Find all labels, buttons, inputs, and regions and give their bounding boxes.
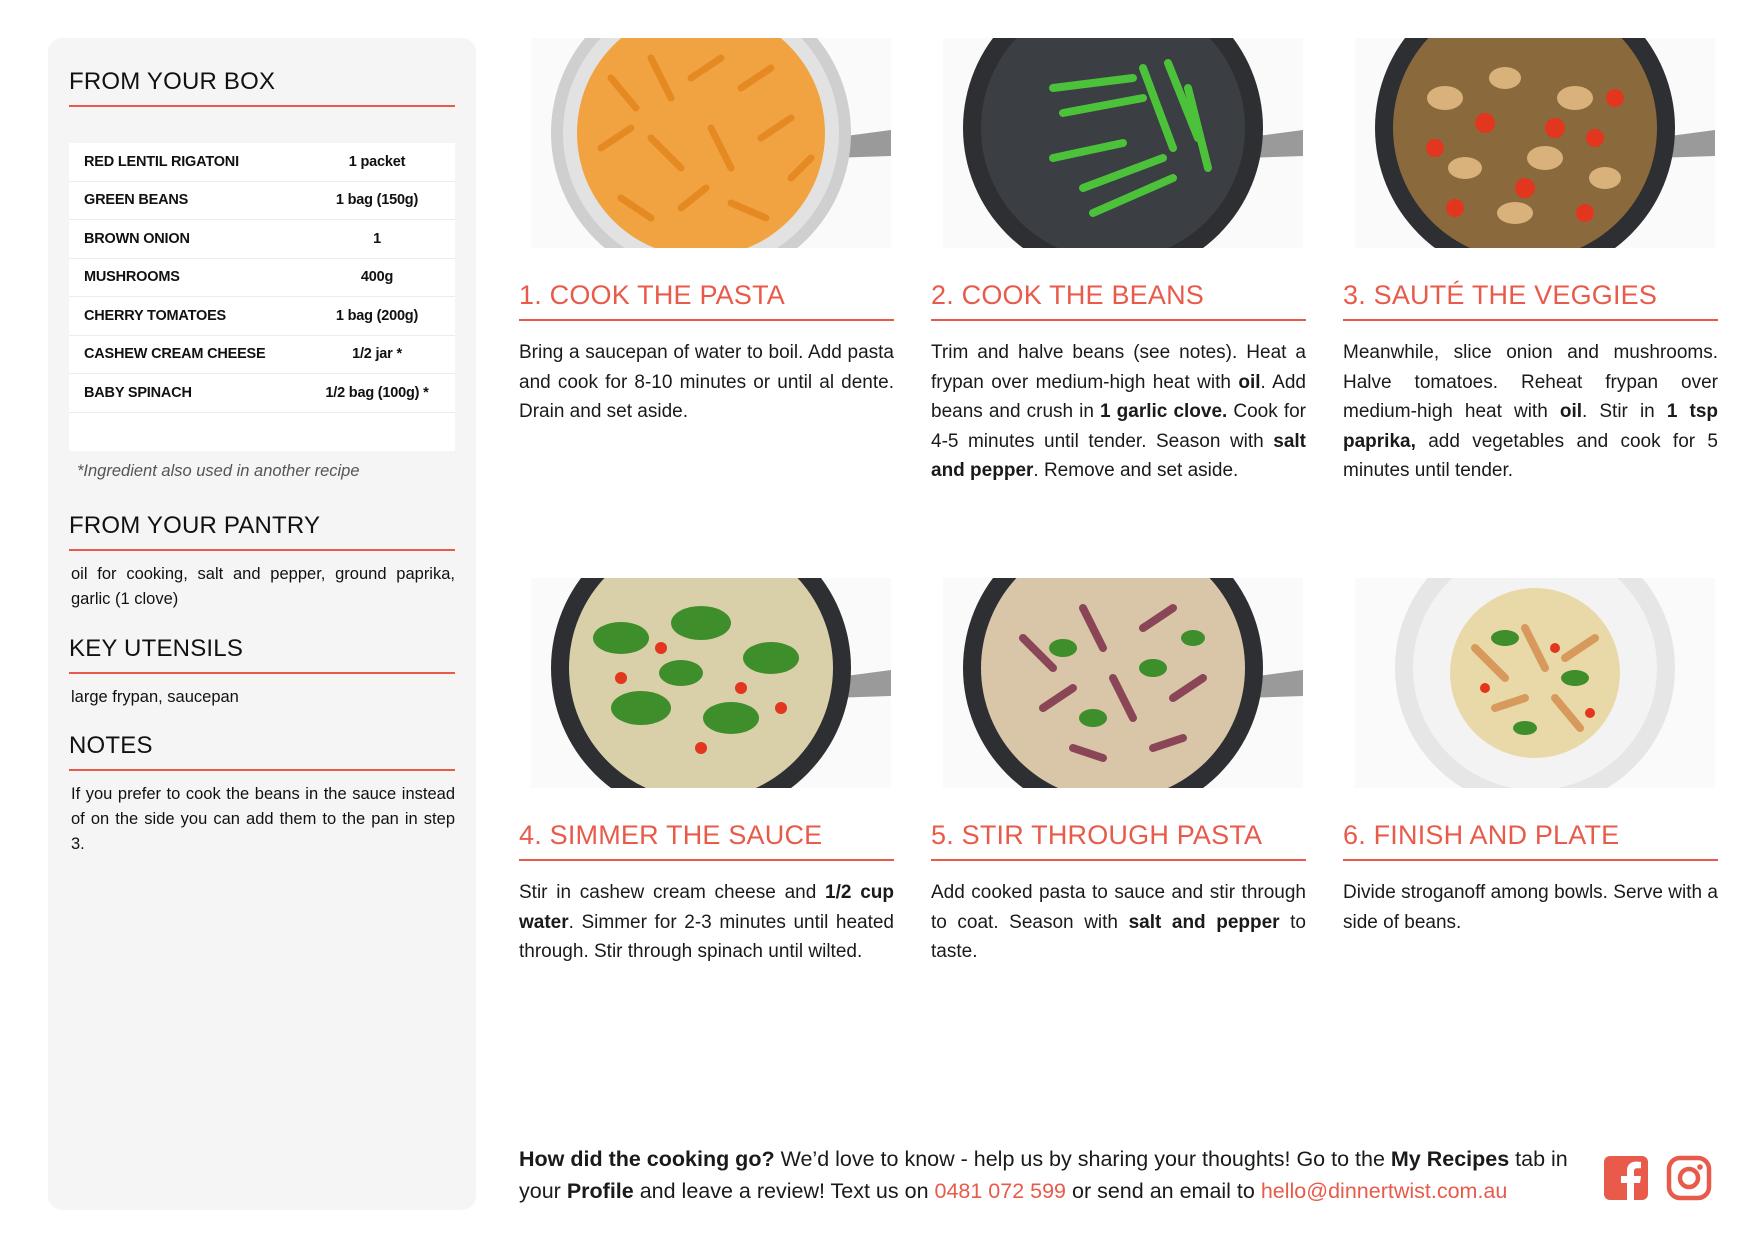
ingredient-name: BABY SPINACH [84,384,192,401]
step-5-body [931,878,1306,967]
utensils-text: large frypan, saucepan [71,688,239,706]
ingredients-table [69,143,455,451]
ingredient-row [69,259,455,298]
body-text: Bring a saucepan of water to boil. Add pasta and cook for 8-10 minutes or until al dente. Drain and set aside. [519,342,894,422]
step-1-photo [531,38,891,248]
ingredient-row [69,336,455,375]
ingredient-name: GREEN BEANS [84,192,189,209]
sidebar [48,38,476,1210]
ingredient-row [69,374,455,413]
bold-text: My Recipes [1390,1147,1510,1171]
step-5-title: 5. STIR THROUGH PASTA [931,820,1306,861]
step-3-body [1343,338,1718,486]
ingredient-qty: 1 [373,230,381,247]
body-text: Trim and halve beans (see notes). Heat a frypan over medium-high heat with [931,342,1306,393]
bold-text: oil [1559,401,1583,422]
footnote: *Ingredient also used in another recipe [77,462,360,480]
step-5-photo [943,578,1303,788]
feedback-text [519,1143,1579,1207]
ingredient-row [69,297,455,336]
ingredient-row [69,143,455,182]
body-text: Stir in cashew cream cheese and [519,882,826,903]
bold-text: 1/2 cup water [519,882,894,933]
step-1-title: 1. COOK THE PASTA [519,280,894,321]
ingredient-qty: 1 bag (150g) [335,192,419,209]
step-3-photo [1355,38,1715,248]
ingredient-qty: 400g [360,269,394,286]
step-4-body [519,878,894,967]
bold-text: 1 tsp paprika, [1343,401,1718,452]
pantry-text: oil for cooking, salt and pepper, ground paprika, garlic (1 clove) [71,565,455,608]
step-6-body [1343,878,1718,937]
step-6-title: 6. FINISH AND PLATE [1343,820,1718,861]
step-2-body [931,338,1306,486]
body-text: . Simmer for 2-3 minutes until heated through. Stir through spinach until wilted. [519,911,894,962]
bold-text: 1 garlic clove. [1100,401,1228,422]
ingredient-name: BROWN ONION [84,230,190,247]
step-4-photo [531,578,891,788]
body-text: Meanwhile, slice onion and mushrooms. Halve tomatoes. Reheat frypan over medium-high heat with [1343,342,1718,422]
bold-text: oil [1238,371,1261,393]
body-text: Add cooked pasta to sauce and stir through to coat. Season with [931,882,1306,933]
body-text: Cook for 4-5 minutes until tender. Season with [931,401,1306,452]
body-text: . Remove and set aside. [1033,460,1239,481]
instagram-icon[interactable] [1666,1155,1712,1201]
body-text: . Add beans and crush in [931,371,1306,422]
step-2-title: 2. COOK THE BEANS [931,280,1306,321]
from-your-box-heading: FROM YOUR BOX [69,68,455,107]
body-text: and leave a review! Text us on [633,1179,935,1203]
ingredient-qty: 1/2 jar * [352,346,402,363]
bold-text: Profile [566,1179,634,1203]
step-3-title: 3. SAUTÉ THE VEGGIES [1343,280,1718,321]
step-1-body [519,338,894,427]
ingredient-name: CHERRY TOMATOES [84,307,227,324]
contact-link[interactable]: hello@dinnertwist.com.au [1260,1179,1508,1203]
ingredient-qty: 1 bag (200g) [335,307,419,324]
ingredient-name: RED LENTIL RIGATONI [84,153,239,170]
ingredient-row [69,220,455,259]
key-utensils-heading: KEY UTENSILS [69,635,455,674]
bold-text: salt and pepper [1128,911,1280,933]
ingredient-qty: 1/2 bag (100g) * [325,384,429,401]
contact-link[interactable]: 0481 072 599 [934,1179,1067,1203]
body-text: Divide stroganoff among bowls. Serve with a side of beans. [1343,882,1718,933]
notes-text: If you prefer to cook the beans in the sauce instead of on the side you can add them to the pan in step 3. [71,785,455,853]
step-2-photo [943,38,1303,248]
body-text: or send an email to [1066,1179,1261,1203]
body-text: We’d love to know - help us by sharing your thoughts! Go to the [774,1147,1391,1171]
ingredient-row [69,182,455,221]
ingredient-qty: 1 packet [348,153,406,170]
bold-text: How did the cooking go? [519,1147,775,1171]
bold-text: salt and pepper [931,430,1306,481]
body-text: to taste. [931,911,1306,962]
body-text: add vegetables and cook for 5 minutes until tender. [1343,430,1718,481]
ingredient-name: CASHEW CREAM CHEESE [84,346,266,363]
body-text: . Stir in [1582,401,1667,422]
notes-heading: NOTES [69,732,455,771]
body-text: tab in your [519,1147,1568,1203]
ingredient-name: MUSHROOMS [84,269,180,286]
step-6-photo [1355,578,1715,788]
step-4-title: 4. SIMMER THE SAUCE [519,820,894,861]
from-your-pantry-heading: FROM YOUR PANTRY [69,512,455,551]
facebook-icon[interactable] [1603,1155,1649,1201]
